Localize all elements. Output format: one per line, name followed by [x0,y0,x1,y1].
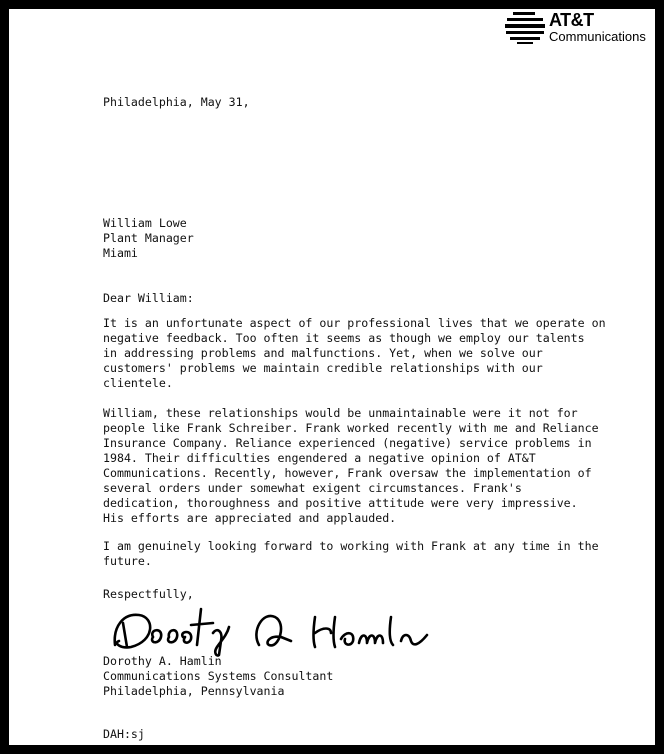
signer-location: Philadelphia, Pennsylvania [103,684,285,698]
body-line: people like Frank Schreiber. Frank worked recently with me and Reliance [103,421,599,435]
body-line: Insurance Company. Reliance experienced (negative) service problems in [103,436,592,450]
signer-title: Communications Systems Consultant [103,669,334,683]
dateline: Philadelphia, May 31, [103,95,250,109]
body-line: customers' problems we maintain credible relationships with our [103,361,543,375]
body-paragraph-2 [103,406,651,526]
body-paragraph-1 [103,316,651,391]
body-line: several orders under somewhat exigent circumstances. Frank's [103,481,522,495]
body-line: William, these relationships would be unmaintainable were it not for [103,406,578,420]
handwritten-signature [109,597,439,657]
body-line: in addressing problems and malfunctions. Yet, when we solve our [103,346,543,360]
body-line: clientele. [103,376,173,390]
body-line: future. [103,554,152,568]
closing: Respectfully, [103,587,194,601]
letter-page [9,9,655,745]
reference-initials: DAH:sj [103,727,145,741]
body-line: It is an unfortunate aspect of our professional lives that we operate on [103,316,606,330]
company-name: AT&T [549,10,594,30]
body-line: His efforts are appreciated and applauded. [103,511,397,525]
body-line: Communications. Recently, however, Frank oversaw the implementation of [103,466,592,480]
division-name: Communications [549,29,646,44]
signer-name: Dorothy A. Hamlin [103,654,222,668]
recipient-title: Plant Manager [103,231,194,245]
body-paragraph-3 [103,539,651,569]
att-logo [503,10,655,46]
body-line: negative feedback. Too often it seems as though we employ our talents [103,331,585,345]
att-globe-icon [503,10,547,46]
recipient-location: Miami [103,246,138,260]
salutation: Dear William: [103,291,194,305]
recipient-name: William Lowe [103,216,187,230]
body-line: I am genuinely looking forward to working with Frank at any time in the [103,539,599,553]
body-line: dedication, thoroughness and positive attitude were very impressive. [103,496,578,510]
body-line: 1984. Their difficulties engendered a negative opinion of AT&T [103,451,536,465]
